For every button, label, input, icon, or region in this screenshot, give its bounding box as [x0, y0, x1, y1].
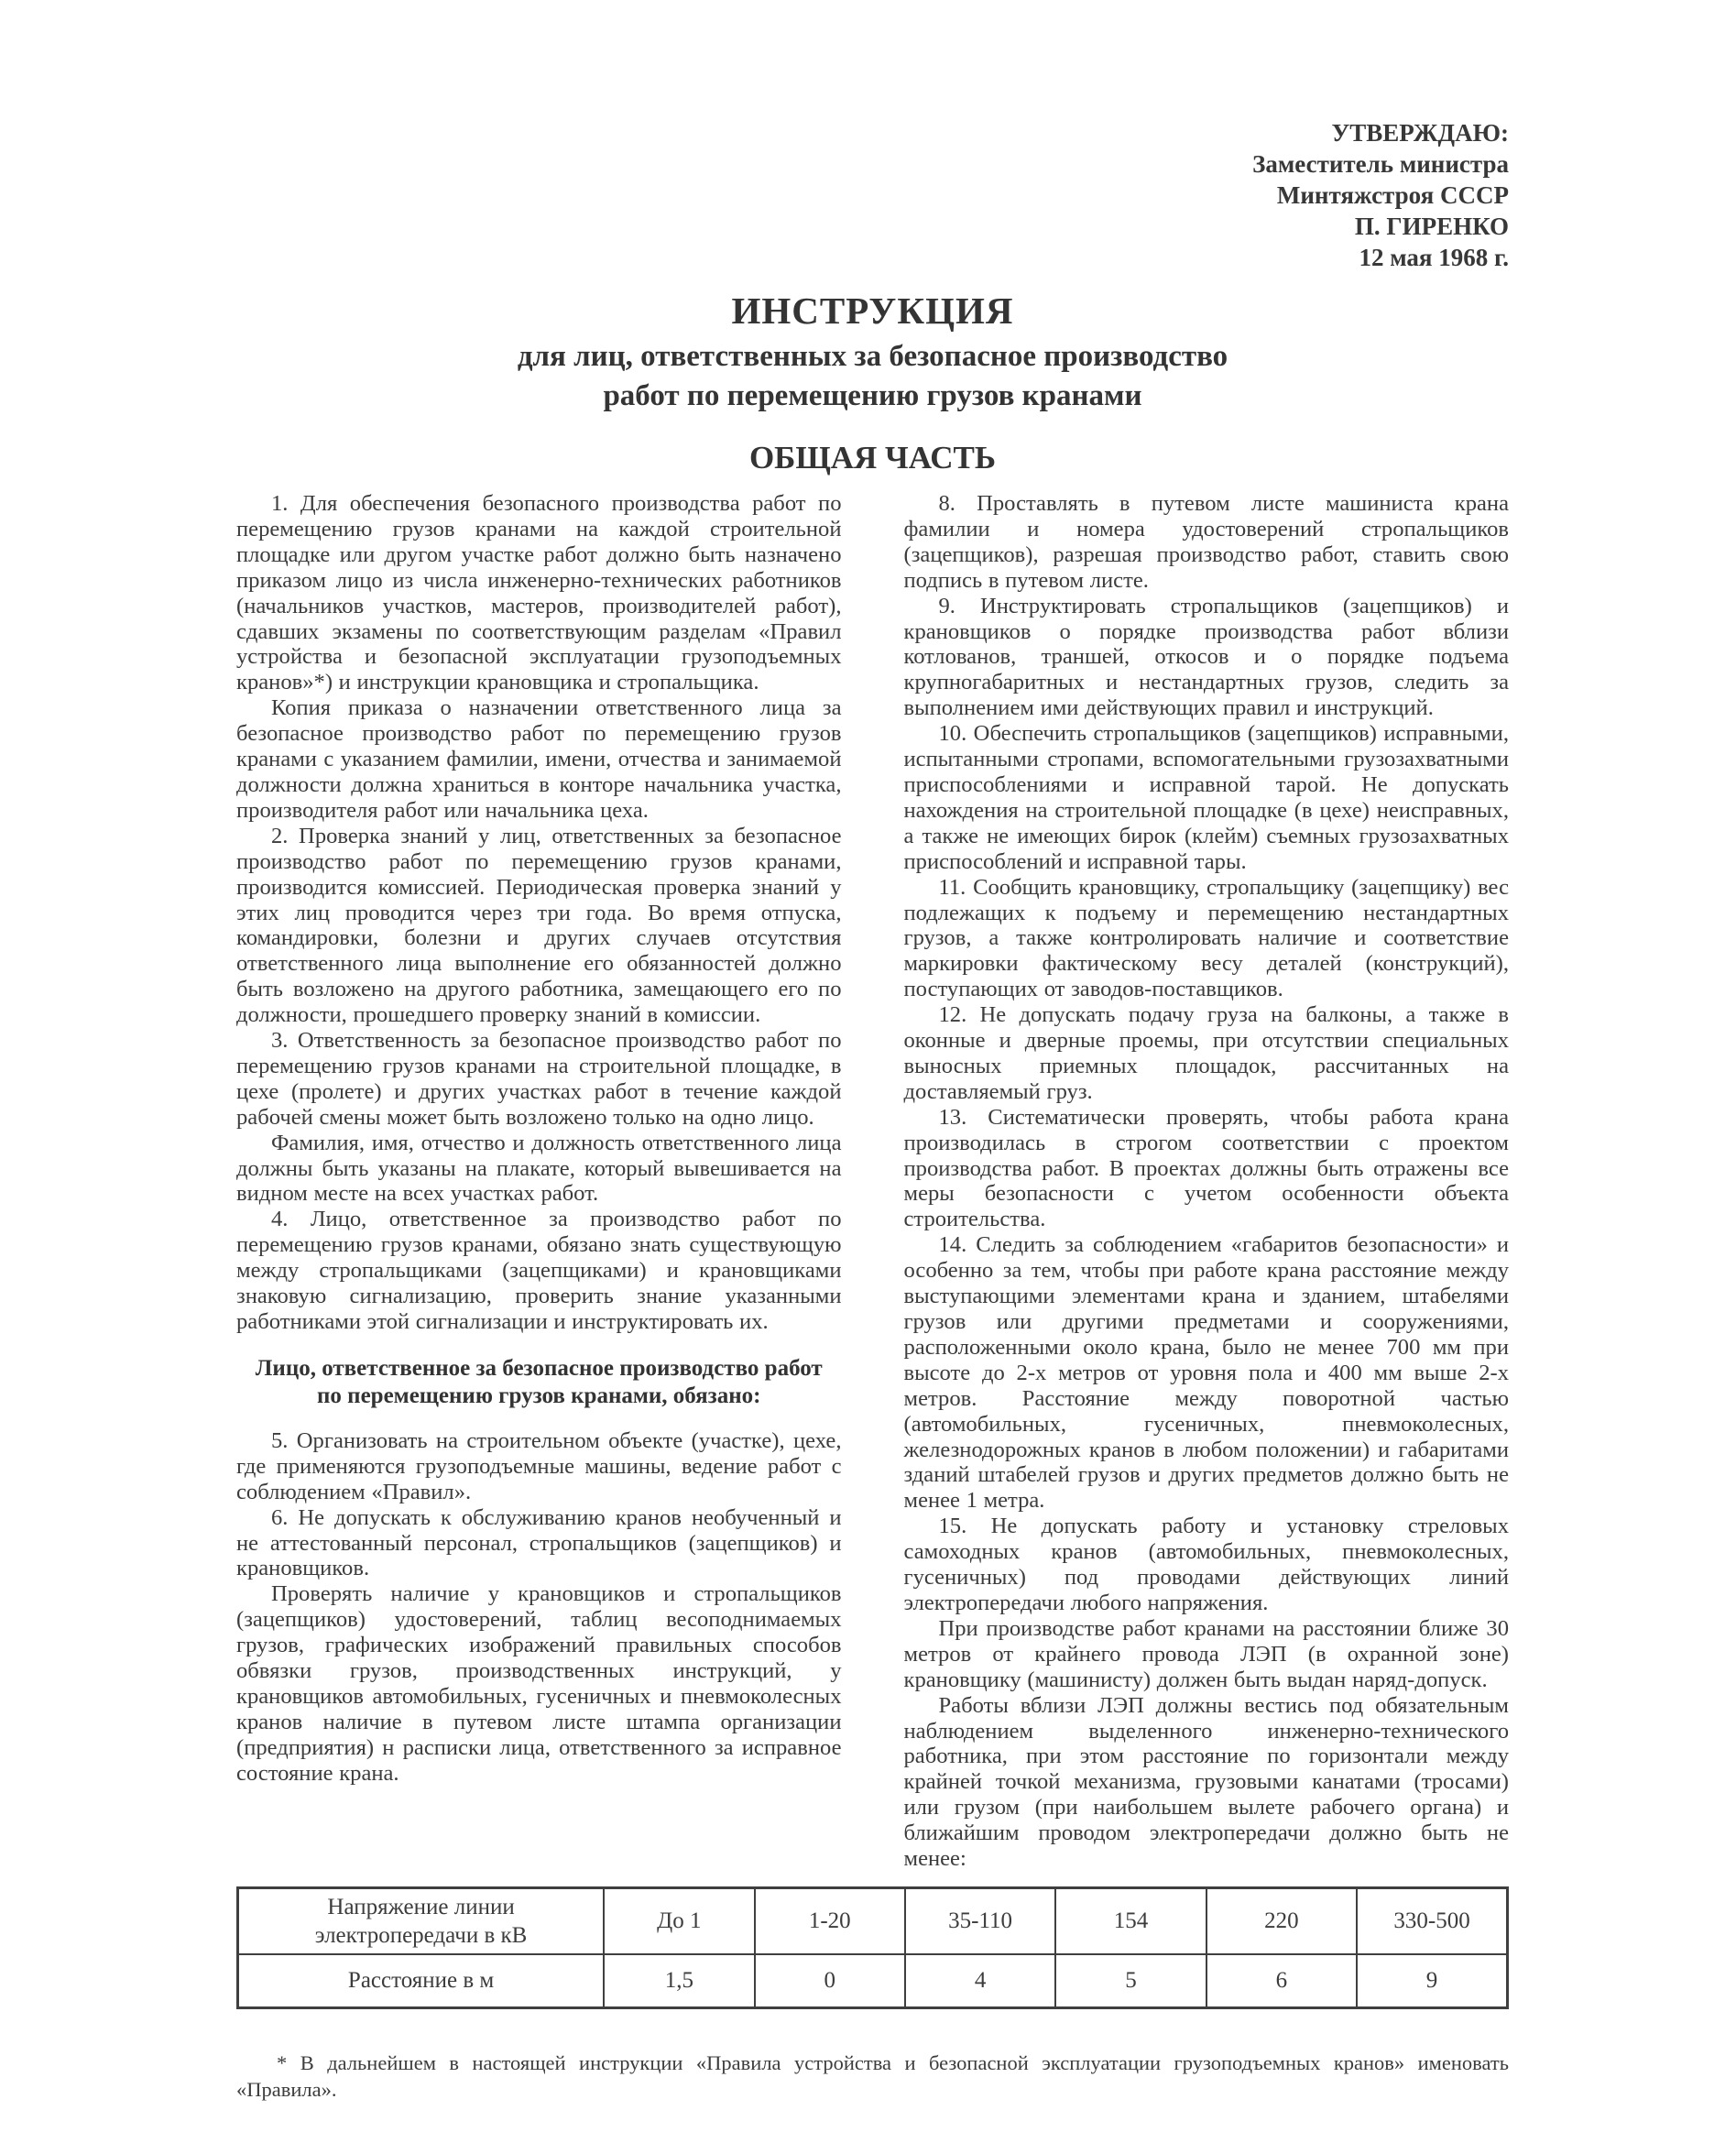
- voltage-cell-4: 220: [1206, 1887, 1357, 1954]
- voltage-cell-3: 154: [1055, 1887, 1206, 1954]
- approval-block: [236, 117, 1509, 273]
- paragraph-11: 11. Сообщить крановщику, стропальщику (зацепщику) вес подлежащих к подъему и перемещению нестандартных грузов, а также контролировать наличие и соответствие маркировки фактическому весу деталей (конструкций), поступающих от заводов-поставщиков.: [903, 874, 1509, 1002]
- paragraph-name-on-poster: Фамилия, имя, отчество и должность ответственного лица должны быть указаны на плакате, который вывешивается на видном месте на всех участках работ.: [236, 1130, 842, 1207]
- table-value-row: [238, 1954, 1508, 2008]
- distance-cell-2: 4: [905, 1954, 1055, 2008]
- distance-cell-5: 9: [1357, 1954, 1507, 2008]
- left-column: [236, 491, 842, 1787]
- approval-line-date: 12 мая 1968 г.: [1359, 244, 1509, 271]
- paragraph-8: 8. Проставлять в путевом листе машиниста крана фамилии и номера удостоверений стропальщиков (зацепщиков), разрешая производство работ, ставить свою подпись в путевом листе.: [903, 491, 1509, 593]
- paragraph-5: 5. Организовать на строительном объекте (участке), цехе, где применяются грузоподъемные машины, ведение работ с соблюдением «Правил».: [236, 1427, 842, 1504]
- right-column: [904, 491, 1510, 1872]
- approval-line-deputy-minister: Заместитель министра: [1252, 150, 1509, 178]
- paragraph-1: 1. Для обеспечения безопасного производства работ по перемещению грузов кранами на каждой строительной площадке или другом участке работ должно быть назначено приказом лицо из числа инженерно-технических работников (начальников участков, мастеров, производителей работ), сдавших экзамены по соответствующим разделам «Правил устройства и безопасной эксплуатации грузоподъемных кранов»*) и инструкции крановщика и стропальщика.: [236, 491, 842, 695]
- paragraph-12: 12. Не допускать подачу груза на балконы, а также в оконные и дверные проемы, при отсутствии специальных выносных приемных площадок, рассчитанных на доставляемый груз.: [903, 1002, 1509, 1104]
- paragraph-2: 2. Проверка знаний у лиц, ответственных за безопасное производство работ по перемещению грузов кранами, производится комиссией. Периодическая проверка знаний у этих лиц проводится через три года. Во время отпуска, командировки, болезни и других случаев отсутствия ответственного лица выполнение его обязанностей должно быть возложено на другого работника, замещающего его по должности, прошедшего проверку знаний в комиссии.: [236, 823, 842, 1028]
- paragraph-9: 9. Инструктировать стропальщиков (зацепщиков) и крановщиков о порядке производства работ вблизи котлованов, траншей, откосов и о порядке подъема крупногабаритных и нестандартных грузов, следить за выполнением ими действующих правил и инструкций.: [903, 593, 1509, 721]
- paragraph-15: 15. Не допускать работу и установку стреловых самоходных кранов (автомобильных, пневмоколесных, гусеничных) под проводами действующих линий электропередачи любого напряжения.: [903, 1514, 1509, 1615]
- voltage-label-cell: Напряжение линии электропередачи в кВ: [238, 1887, 605, 1954]
- approval-line-ministry: Минтяжстроя СССР: [1276, 181, 1509, 209]
- voltage-cell-1: 1-20: [755, 1887, 905, 1954]
- voltage-cell-0: До 1: [604, 1887, 754, 1954]
- distance-cell-1: 0: [755, 1954, 905, 2008]
- paragraph-14: 14. Следить за соблюдением «габаритов безопасности» и особенно за тем, чтобы при работе крана расстояние между выступающими элементами крана и зданием, штабелями грузов или другими предметами и сооружениями, расположенными около крана, было не менее 700 мм при высоте до 2-х метров от уровня пола и 400 мм выше 2-х метров. Расстояние между поворотной частью (автомобильных, гусеничных, пневмоколесных, железнодорожных кранов в любом положении) и габаритами зданий штабелей грузов и других предметов должно быть не менее 1 метра.: [903, 1232, 1509, 1514]
- paragraph-6: 6. Не допускать к обслуживанию кранов необученный и не аттестованный персонал, стропальщиков (зацепщиков) и крановщиков.: [236, 1504, 842, 1581]
- approval-line-signer: П. ГИРЕНКО: [1354, 213, 1509, 240]
- paragraph-lep-30m: При производстве работ кранами на расстоянии ближе 30 метров от крайнего провода ЛЭП (в охранной зоне) крановщику (машинисту) должен быть выдан наряд-допуск.: [903, 1615, 1509, 1692]
- document-subtitle: [236, 337, 1509, 416]
- voltage-cell-2: 35-110: [905, 1887, 1055, 1954]
- document-subtitle-line1: для лиц, ответственных за безопасное производство: [517, 340, 1228, 373]
- distance-label-cell: Расстояние в м: [238, 1954, 605, 2008]
- distance-cell-4: 6: [1206, 1954, 1357, 2008]
- responsible-person-subheading: Лицо, ответственное за безопасное производство работ по перемещению грузов кранами, обязано:: [255, 1355, 823, 1408]
- section-heading: ОБЩАЯ ЧАСТЬ: [748, 440, 997, 476]
- paragraph-copy-order: Копия приказа о назначении ответственного лица за безопасное производство работ по перемещению грузов кранами с указанием фамилии, имени, отчества и занимаемой должности должна храниться в конторе начальника участка, производителя работ или начальника цеха.: [236, 695, 842, 823]
- paragraph-lep-supervision: Работы вблизи ЛЭП должны вестись под обязательным наблюдением выделенного инженерно-технического работника, при этом расстояние по горизонтали между крайней точкой механизма, грузовыми канатами (тросами) или грузом (при наибольшем вылете рабочего органа) и ближайшим проводом электропередачи должно быть не менее:: [903, 1692, 1509, 1872]
- footnote: * В дальнейшем в настоящей инструкции «Правила устройства и безопасной эксплуатации грузоподъемных кранов» именовать «Правила».: [236, 2050, 1509, 2101]
- paragraph-3: 3. Ответственность за безопасное производство работ по перемещению грузов кранами на строительной площадке, в цехе (пролете) и других участках работ в течение каждой рабочей смены может быть возложено только на одно лицо.: [236, 1028, 842, 1130]
- document-title: ИНСТРУКЦИЯ: [731, 290, 1014, 332]
- table-header-row: [238, 1887, 1508, 1954]
- paragraph-check-certificates: Проверять наличие у крановщиков и стропальщиков (зацепщиков) удостоверений, таблиц весоподнимаемых грузов, графических изображений правильных способов обвязки грузов, производственных инструкций, у крановщиков автомобильных, гусеничных и пневмоколесных кранов наличие в путевом листе штампа организации (предприятия) н расписки лица, ответственного за исправное состояние крана.: [236, 1581, 842, 1786]
- voltage-distance-table: [236, 1886, 1509, 2009]
- paragraph-4: 4. Лицо, ответственное за производство работ по перемещению грузов кранами, обязано знать существующую между стропальщиками (зацепщиками) и крановщиками знаковую сигнализацию, проверить знание указанными работниками этой сигнализации и инструктировать их.: [236, 1207, 842, 1334]
- distance-cell-0: 1,5: [604, 1954, 754, 2008]
- two-column-body: [236, 491, 1509, 1872]
- paragraph-13: 13. Систематически проверять, чтобы работа крана производилась в строгом соответствии с проектом производства работ. В проектах должны быть отражены все меры безопасности с учетом особенности объекта строительства.: [903, 1104, 1509, 1232]
- document-subtitle-line2: работ по перемещению грузов кранами: [603, 379, 1142, 412]
- approval-line-utverzhdayu: УТВЕРЖДАЮ:: [1331, 119, 1509, 147]
- distance-cell-3: 5: [1055, 1954, 1206, 2008]
- title-block: [236, 288, 1509, 416]
- paragraph-10: 10. Обеспечить стропальщиков (зацепщиков) исправными, испытанными стропами, вспомогательными грузозахватными приспособлениями и исправной тарой. Не допускать нахождения на строительной площадке (в цехе) неисправных, а также не имеющих бирок (клейм) съемных грузозахватных приспособлений и исправной тары.: [903, 721, 1509, 874]
- voltage-cell-5: 330-500: [1357, 1887, 1507, 1954]
